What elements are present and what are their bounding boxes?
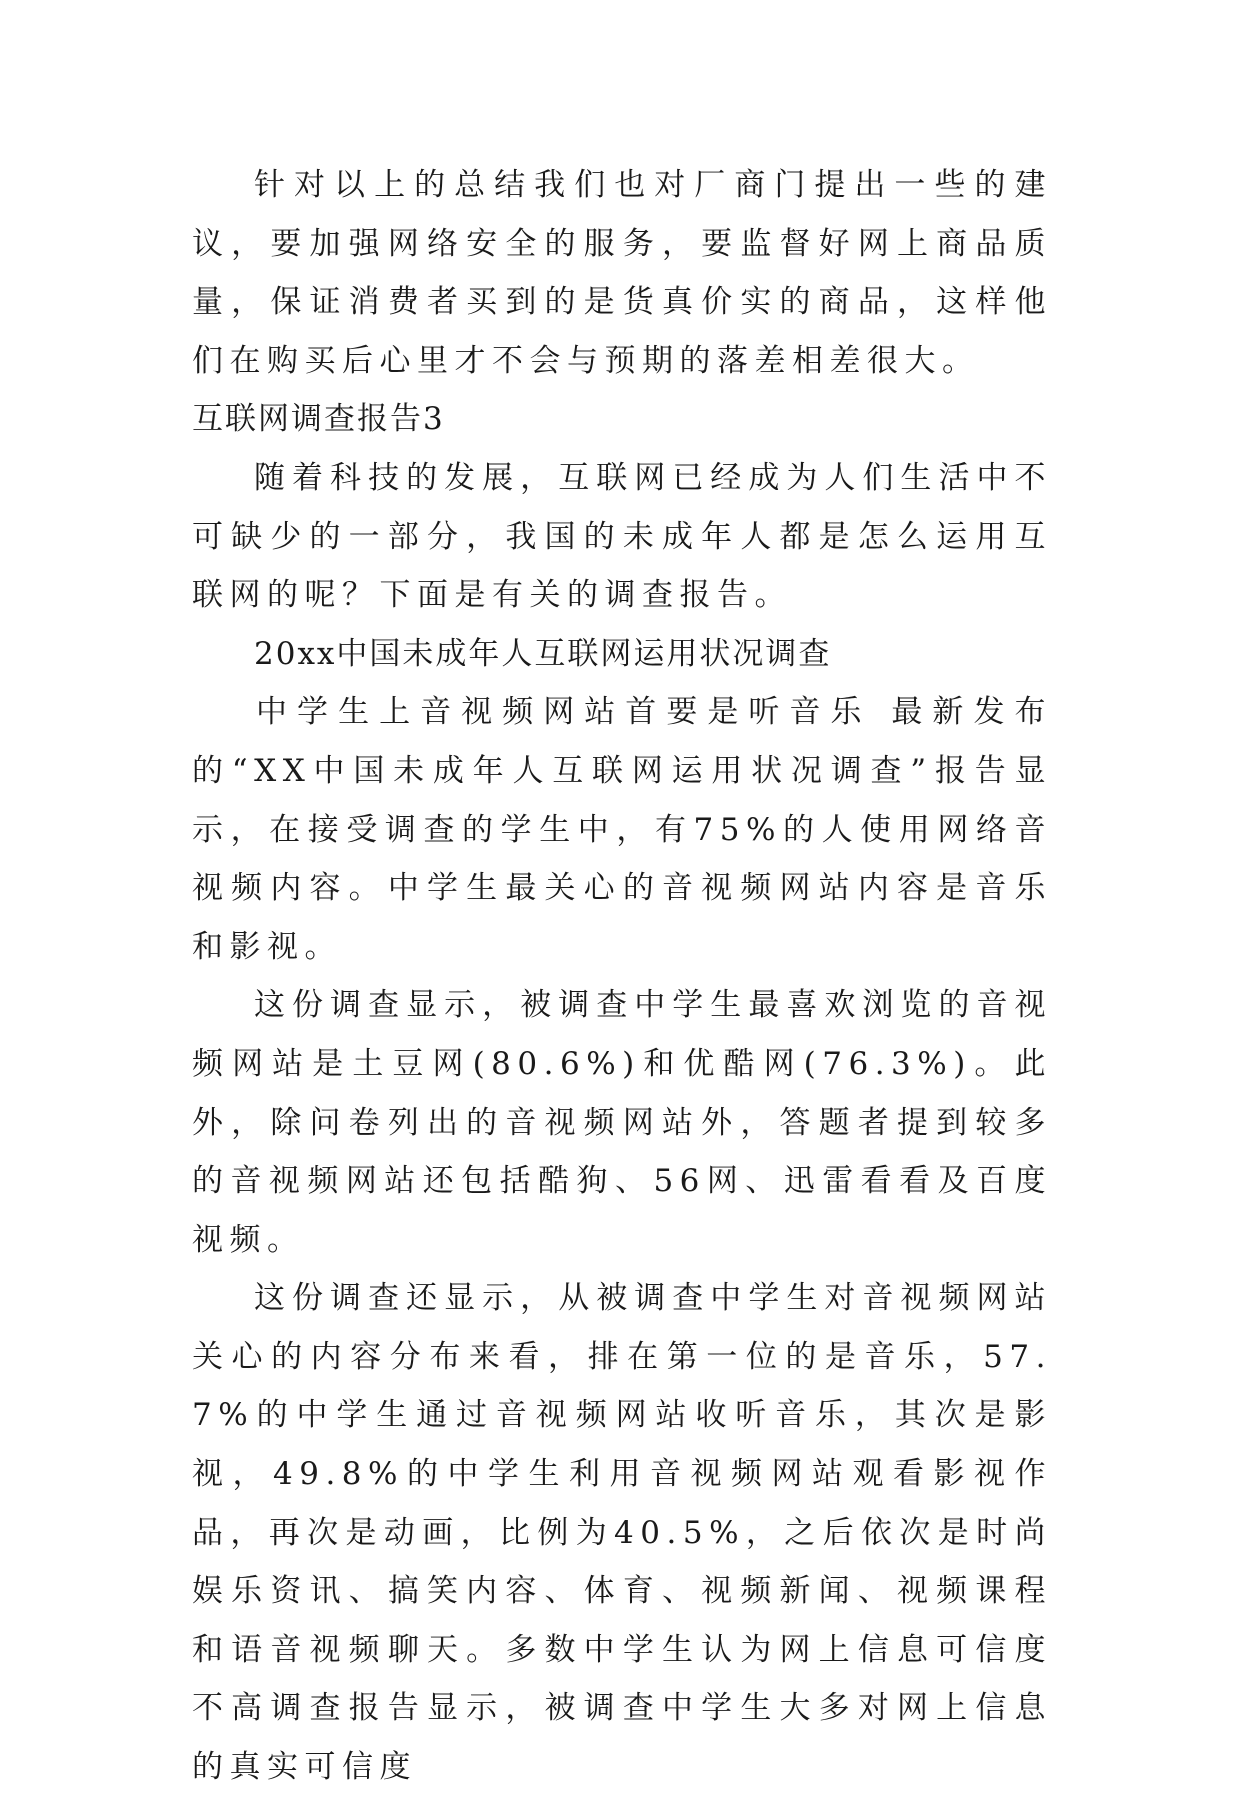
survey-title: 20xx中国未成年人互联网运用状况调查 [254, 635, 832, 672]
paragraph-content-distribution: 这份调查还显示，从被调查中学生对音视频网站关心的内容分布来看，排在第一位的是音乐，57.7%的中学生通过音视频网站收听音乐，其次是影视，49.8%的中学生利用音视频网站观看影视作品，再次是动画，比例为40.5%，之后依次是时尚娱乐资讯、搞笑内容、体育、视频新闻、视频课程和语音视频聊天。多数中学生认为网上信息可信度不高调查报告显示，被调查中学生大多对网上信息的真实可信度 [192, 1280, 1052, 1786]
paragraph-introduction: 随着科技的发展，互联网已经成为人们生活中不可缺少的一部分，我国的未成年人都是怎么运用互联网的呢？下面是有关的调查报告。 [192, 459, 1052, 614]
document-body [192, 156, 1052, 1797]
section-heading-report-3: 互联网调查报告3 [192, 401, 445, 438]
paragraph-recommendations: 针对以上的总结我们也对厂商门提出一些的建议，要加强网络安全的服务，要监督好网上商品质量，保证消费者买到的是货真价实的商品，这样他们在购买后心里才不会与预期的落差相差很大。 [192, 167, 1052, 379]
paragraph-favorite-sites: 这份调查显示，被调查中学生最喜欢浏览的音视频网站是土豆网(80.6%)和优酷网(76.3%)。此外，除问卷列出的音视频网站外，答题者提到较多的音视频网站还包括酷狗、56网、迅雷看看及百度视频。 [192, 987, 1052, 1258]
paragraph-music-finding: 中学生上音视频网站首要是听音乐 最新发布的“XX中国未成年人互联网运用状况调查”报告显示，在接受调查的学生中，有75%的人使用网络音视频内容。中学生最关心的音视频网站内容是音乐和影视。 [192, 694, 1052, 965]
